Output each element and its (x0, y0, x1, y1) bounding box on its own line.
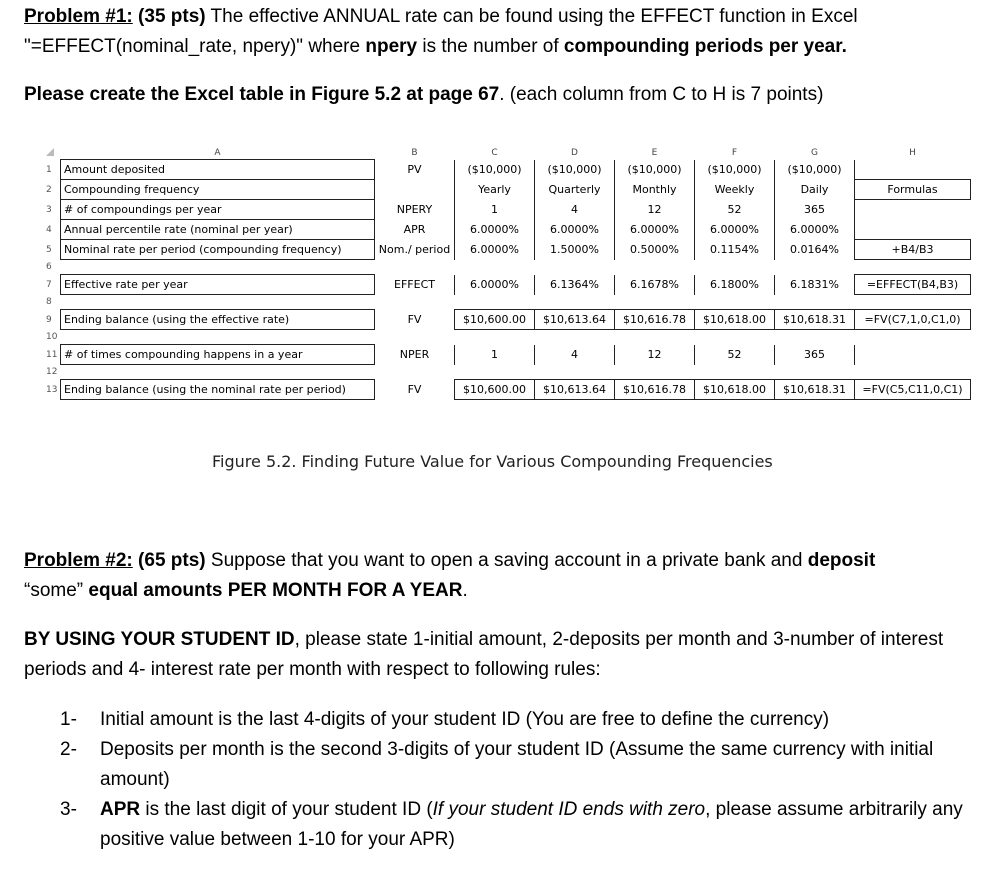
row-number: 6 (46, 262, 52, 272)
problem-1-instruction (24, 80, 823, 110)
column-header-h: H (909, 148, 916, 159)
cell-c5: 6.0000% (455, 240, 535, 260)
row-number: 5 (46, 244, 52, 255)
problem-1-statement (24, 2, 984, 62)
cell-h1 (855, 160, 971, 180)
cell-e10 (615, 330, 695, 345)
cell-a6 (61, 260, 375, 275)
deposit-term: deposit (807, 550, 876, 571)
cell-a8 (61, 295, 375, 310)
cell-d12 (535, 365, 615, 380)
apr-term: APR (100, 799, 141, 820)
row-number: 4 (46, 224, 52, 235)
cell-d11: 4 (535, 345, 615, 365)
cell-f13: $10,618.00 (695, 380, 775, 400)
excel-table-body (44, 147, 971, 400)
problem-1-text: The effective ANNUAL rate can be found using the EFFECT function in Excel "=EFFECT(nominal_rate, npery)" where (24, 6, 858, 57)
cell-f1: ($10,000) (695, 160, 775, 180)
rule-text: Deposits per month is the second 3-digits of your student ID (Assume the same currency with initial amount) (100, 739, 934, 790)
cell-f2: Weekly (695, 180, 775, 200)
cell-e9: $10,616.78 (615, 310, 695, 330)
sheet-row-8 (44, 295, 971, 310)
cell-f10 (695, 330, 775, 345)
cell-h8 (855, 295, 971, 310)
cell-c12 (455, 365, 535, 380)
figure-caption: Figure 5.2. Finding Future Value for Various Compounding Frequencies (212, 452, 773, 471)
row-number: 13 (46, 384, 58, 395)
column-header-row (44, 147, 971, 160)
sheet-row-9 (44, 310, 971, 330)
row-number: 1 (46, 164, 52, 175)
sheet-row-10 (44, 330, 971, 345)
cell-h13: =FV(C5,C11,0,C1) (855, 380, 971, 400)
cell-g6 (775, 260, 855, 275)
cell-f6 (695, 260, 775, 275)
cell-b5: Nom./ period (375, 240, 455, 260)
student-id-bold: BY USING YOUR STUDENT ID (24, 629, 295, 650)
rule-number: 2- (60, 739, 77, 760)
problem-2-period: . (462, 580, 468, 601)
column-header-c: C (491, 148, 498, 159)
row-number: 7 (46, 279, 52, 290)
cell-h3 (855, 200, 971, 220)
cell-c2: Yearly (455, 180, 535, 200)
rule-number: 3- (60, 799, 77, 820)
cell-c3: 1 (455, 200, 535, 220)
rule-text: Initial amount is the last 4-digits of your student ID (You are free to define the currency) (100, 709, 830, 730)
rule-number: 1- (60, 709, 77, 730)
cell-c1: ($10,000) (455, 160, 535, 180)
cell-a7: Effective rate per year (61, 275, 375, 295)
cell-b3: NPERY (375, 200, 455, 220)
cell-h12 (855, 365, 971, 380)
cell-h4 (855, 220, 971, 240)
cell-c11: 1 (455, 345, 535, 365)
cell-e8 (615, 295, 695, 310)
column-header-a: A (214, 148, 221, 158)
cell-h5: +B4/B3 (855, 240, 971, 260)
cell-b12 (375, 365, 455, 380)
cell-c7: 6.0000% (455, 275, 535, 295)
cell-h10 (855, 330, 971, 345)
problem-2-heading: Problem #2: (24, 550, 133, 571)
cell-b8 (375, 295, 455, 310)
problem-1-points: (35 pts) (138, 6, 206, 27)
cell-g11: 365 (775, 345, 855, 365)
cell-f3: 52 (695, 200, 775, 220)
cell-a3: # of compoundings per year (61, 200, 375, 220)
rule-text: is the last digit of your student ID ( (140, 799, 433, 820)
problem-2-points: (65 pts) (138, 550, 206, 571)
cell-d10 (535, 330, 615, 345)
cell-d4: 6.0000% (535, 220, 615, 240)
column-header-b: B (411, 148, 418, 159)
cell-d7: 6.1364% (535, 275, 615, 295)
column-header-g: G (811, 148, 818, 159)
cell-g2: Daily (775, 180, 855, 200)
cell-f9: $10,618.00 (695, 310, 775, 330)
cell-b9: FV (375, 310, 455, 330)
cell-h9: =FV(C7,1,0,C1,0) (855, 310, 971, 330)
student-id-instruction (24, 625, 984, 685)
npery-term: npery (365, 36, 418, 57)
compounding-periods-term: compounding periods per year. (563, 36, 847, 57)
row-number: 9 (46, 314, 52, 325)
cell-c10 (455, 330, 535, 345)
sheet-row-7 (44, 275, 971, 295)
sheet-row-3 (44, 200, 971, 220)
rule-item (60, 735, 990, 795)
cell-h2: Formulas (855, 180, 971, 200)
cell-e5: 0.5000% (615, 240, 695, 260)
cell-a2: Compounding frequency (61, 180, 375, 200)
cell-e2: Monthly (615, 180, 695, 200)
cell-a9: Ending balance (using the effective rate) (61, 310, 375, 330)
sheet-row-1 (44, 160, 971, 180)
cell-c8 (455, 295, 535, 310)
row-number: 10 (46, 332, 58, 342)
rules-list (60, 705, 990, 855)
cell-a11: # of times compounding happens in a year (61, 345, 375, 365)
cell-e12 (615, 365, 695, 380)
rule-text-italic: If your student ID ends with zero (432, 799, 706, 820)
cell-e13: $10,616.78 (615, 380, 695, 400)
some-term: “some” (24, 580, 84, 601)
sheet-row-2 (44, 180, 971, 200)
cell-d2: Quarterly (535, 180, 615, 200)
instruction-bold: Please create the Excel table in Figure 5.2 at page 67 (24, 84, 500, 105)
cell-c13: $10,600.00 (455, 380, 535, 400)
sheet-row-4 (44, 220, 971, 240)
select-all-corner (44, 147, 61, 160)
cell-b11: NPER (375, 345, 455, 365)
cell-e11: 12 (615, 345, 695, 365)
cell-c6 (455, 260, 535, 275)
row-number: 8 (46, 297, 52, 307)
cell-f12 (695, 365, 775, 380)
cell-a12 (61, 365, 375, 380)
rule-item (60, 705, 990, 735)
cell-d1: ($10,000) (535, 160, 615, 180)
cell-e1: ($10,000) (615, 160, 695, 180)
cell-f8 (695, 295, 775, 310)
sheet-row-5 (44, 240, 971, 260)
problem-1-heading: Problem #1: (24, 6, 133, 27)
column-header-f: F (731, 148, 738, 159)
excel-table (44, 147, 971, 400)
cell-a10 (61, 330, 375, 345)
cell-g9: $10,618.31 (775, 310, 855, 330)
cell-g12 (775, 365, 855, 380)
cell-a5: Nominal rate per period (compounding frequency) (61, 240, 375, 260)
row-number: 11 (46, 349, 58, 360)
cell-f4: 6.0000% (695, 220, 775, 240)
problem-2-statement (24, 546, 984, 606)
cell-g7: 6.1831% (775, 275, 855, 295)
rule-item (60, 795, 990, 855)
problem-2-text: Suppose that you want to open a saving account in a private bank and (205, 550, 808, 571)
cell-g13: $10,618.31 (775, 380, 855, 400)
instruction-rest: . (each column from C to H is 7 points) (499, 84, 824, 105)
cell-a1: Amount deposited (61, 160, 375, 180)
cell-g8 (775, 295, 855, 310)
equal-amounts-term: equal amounts PER MONTH FOR A YEAR (83, 580, 463, 601)
rule-text-2: , please assume arbitrarily any positive value between 1-10 for your APR) (100, 799, 963, 850)
cell-b2 (375, 180, 455, 200)
cell-d5: 1.5000% (535, 240, 615, 260)
column-header-e: E (651, 148, 658, 159)
cell-f7: 6.1800% (695, 275, 775, 295)
cell-b1: PV (375, 160, 455, 180)
sheet-row-6 (44, 260, 971, 275)
cell-f5: 0.1154% (695, 240, 775, 260)
column-header-d: D (571, 148, 578, 159)
cell-e7: 6.1678% (615, 275, 695, 295)
cell-h7: =EFFECT(B4,B3) (855, 275, 971, 295)
cell-d9: $10,613.64 (535, 310, 615, 330)
cell-g1: ($10,000) (775, 160, 855, 180)
cell-e4: 6.0000% (615, 220, 695, 240)
sheet-row-12 (44, 365, 971, 380)
cell-h11 (855, 345, 971, 365)
cell-a13: Ending balance (using the nominal rate per period) (61, 380, 375, 400)
cell-e3: 12 (615, 200, 695, 220)
cell-b6 (375, 260, 455, 275)
cell-g4: 6.0000% (775, 220, 855, 240)
cell-f11: 52 (695, 345, 775, 365)
cell-g10 (775, 330, 855, 345)
cell-e6 (615, 260, 695, 275)
cell-c9: $10,600.00 (455, 310, 535, 330)
cell-a4: Annual percentile rate (nominal per year) (61, 220, 375, 240)
row-number: 2 (46, 184, 52, 195)
cell-h6 (855, 260, 971, 275)
cell-g5: 0.0164% (775, 240, 855, 260)
cell-d8 (535, 295, 615, 310)
cell-b7: EFFECT (375, 275, 455, 295)
row-number: 12 (46, 367, 58, 377)
cell-d13: $10,613.64 (535, 380, 615, 400)
cell-d6 (535, 260, 615, 275)
cell-d3: 4 (535, 200, 615, 220)
row-number: 3 (46, 204, 52, 215)
sheet-row-13 (44, 380, 971, 400)
cell-b4: APR (375, 220, 455, 240)
cell-b10 (375, 330, 455, 345)
cell-b13: FV (375, 380, 455, 400)
student-id-rest: , please state 1-initial amount, 2-deposits per month and 3-number of interest periods and 4- interest rate per month with respect to following rules: (24, 629, 944, 680)
problem-1-text-2: is the number of (417, 36, 564, 57)
sheet-row-11 (44, 345, 971, 365)
cell-c4: 6.0000% (455, 220, 535, 240)
cell-g3: 365 (775, 200, 855, 220)
